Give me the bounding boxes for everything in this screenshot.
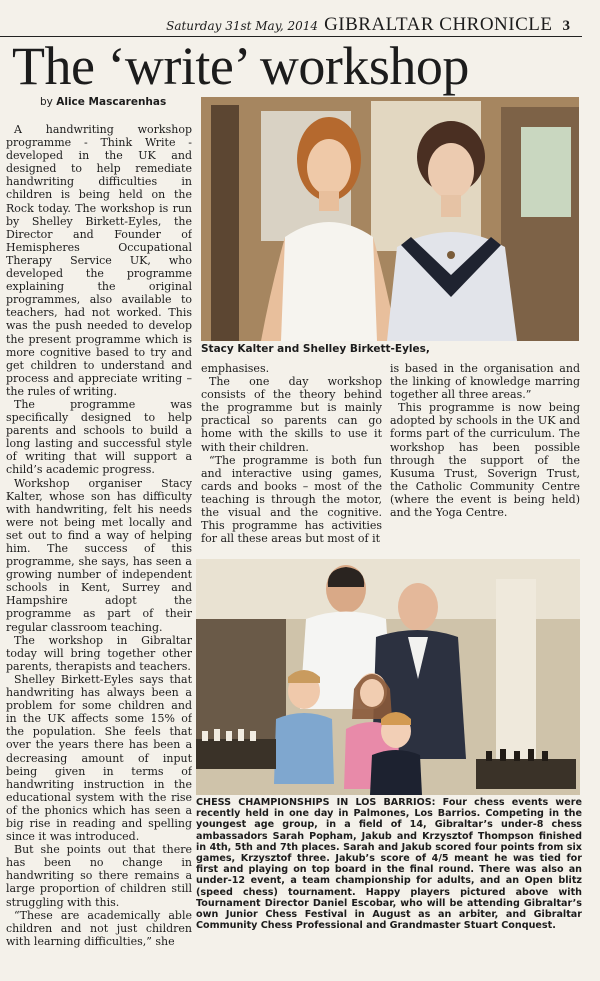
paragraph: The workshop in Gibraltar today will bring together other parents, therapists and teachers.: [6, 633, 192, 673]
byline: [40, 96, 166, 108]
paragraph: “These are academically able children and not just children with learning difficulties,” she: [6, 908, 192, 948]
headline: The ‘write’ workshop: [12, 36, 469, 96]
paragraph: This programme is now being adopted by schools in the UK and forms part of the curriculum. The workshop has been possible through the support of the Kusuma Trust, Soverign Trust, the Catholic Community Centre (where the event is being held) and the Yoga Centre.: [390, 401, 580, 520]
article-column-3: [390, 362, 580, 558]
article-column-1: [6, 123, 192, 977]
paper-name: GIBRALTAR CHRONICLE: [324, 14, 553, 35]
article-column-2: [201, 362, 382, 558]
paragraph: Shelley Birkett-Eyles says that handwriting has always been a problem for some children and in the UK affects some 15% of the population. She feels that over the years there has been a decreasing amount of input being given in terms of handwriting instruction in the educational system with the rise of the phonics which has seen a big rise in reading and spelling since it was introduced.: [6, 672, 192, 844]
photo-workshop-organisers: [201, 97, 579, 341]
paragraph: But she points out that there has been no change in handwriting so there remains a large proportion of children still struggling with this.: [6, 843, 192, 909]
page-number: 3: [562, 18, 570, 34]
photo-illustration: [201, 97, 579, 341]
chess-caption: CHESS CHAMPIONSHIPS IN LOS BARRIOS: Four chess events were recently held in one day in Palmones, Los Barrios. Competing in the youngest age group, in a field of 14, Gibraltar’s under-8 chess ambassadors Sarah Popham, Jakub and Krzysztof Thompson finished in 4th, 5th and 7th places. Sarah and Jakub scored four points from six games, Krzysztof three. Jakub’s score of 4/5 meant he was tied for first and playing on top board in the final round. There was also an under-12 event, a team championship for adults, and an Open blitz (speed chess) tournament. Happy players pictured above with Tournament Director Daniel Escobar, who will be attending Gibraltar’s own Junior Chess Festival in August as an arbiter, and Gibraltar Community Chess Professional and Grandmaster Stuart Conquest.: [196, 797, 582, 932]
paragraph: is based in the organisation and the linking of knowledge marring together all three areas.”: [390, 362, 580, 402]
photo-caption: Stacy Kalter and Shelley Birkett-Eyles,: [201, 343, 430, 355]
byline-prefix: by: [40, 96, 53, 108]
paragraph: The programme was specifically designed to help parents and schools to build a long lasting and successful style of writing that will support a child’s academic progress.: [6, 397, 192, 477]
paragraph: A handwriting workshop programme - Think Write - developed in the UK and designed to help remediate handwriting difficulties in children is being held on the Rock today. The workshop is run by Shelley Birkett-Eyles, the Director and Founder of Hemispheres Occupational Therapy Service UK, who developed the programme explaining the original programmes, also available to teachers, had not worked. This was the push needed to develop the present programme which is more cognitive based to try and get children to understand and process and appreciate writing – the rules of writing.: [6, 123, 192, 398]
paragraph: “The programme is both fun and interactive using games, cards and books – most of the teaching is through the motor, the visual and the cognitive. This programme has activities for all these areas but most of it: [201, 453, 382, 546]
masthead: [166, 14, 570, 36]
paragraph: The one day workshop consists of the theory behind the programme but is mainly practical so parents can go home with the skills to use it with their children.: [201, 375, 382, 454]
issue-date: Saturday 31st May, 2014: [166, 19, 319, 33]
photo-chess-players: [196, 559, 580, 795]
byline-author: Alice Mascarenhas: [56, 96, 167, 108]
paragraph: Workshop organiser Stacy Kalter, whose son has difficulty with handwriting, felt his needs were not being met locally and set out to find a way of helping him. The success of this programme, she says, has seen a growing number of independent schools in Kent, Surrey and Hampshire adopt the programme as part of their regular classroom teaching.: [6, 476, 192, 634]
paragraph: emphasises.: [201, 362, 270, 375]
photo-illustration: [196, 559, 580, 795]
